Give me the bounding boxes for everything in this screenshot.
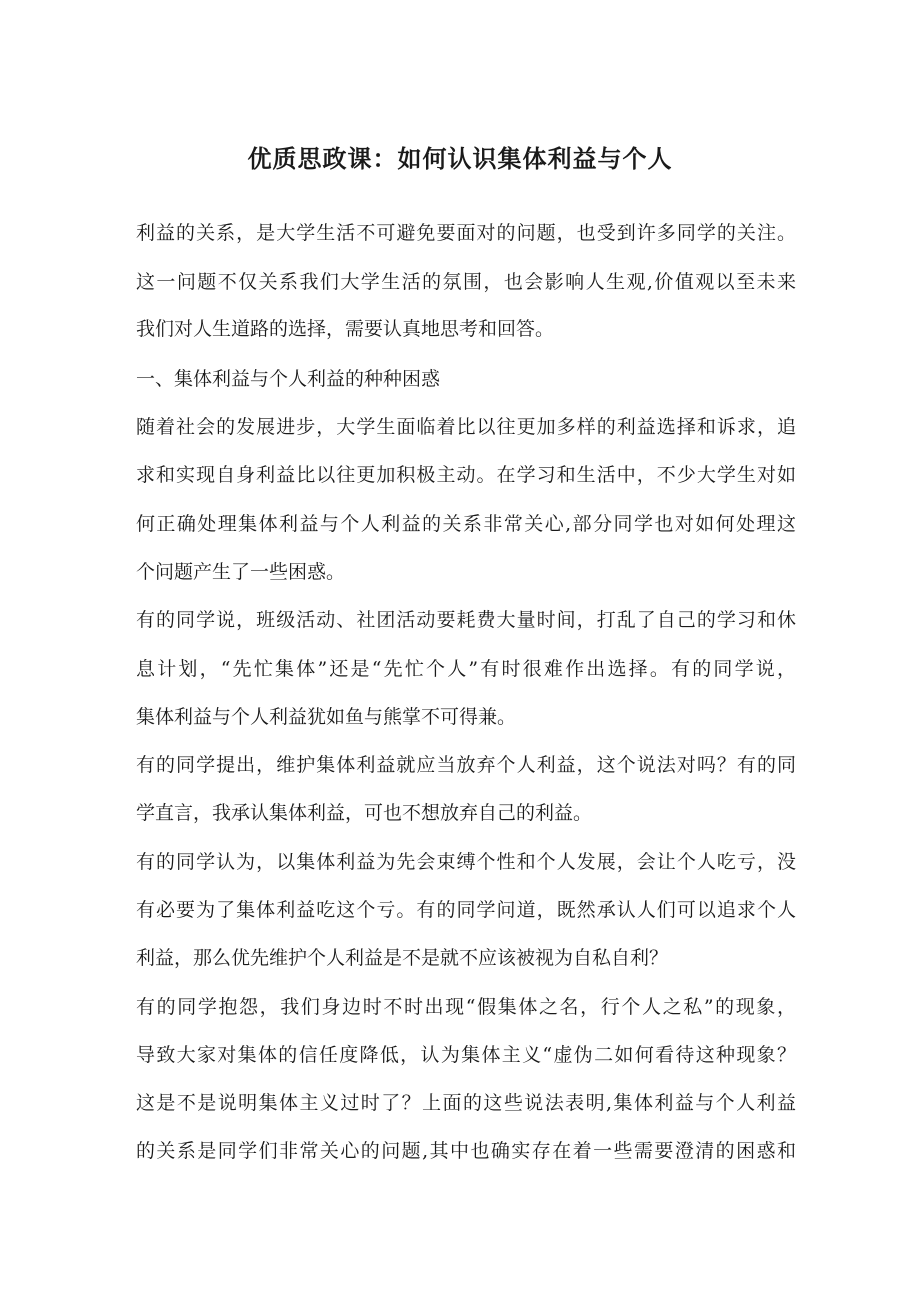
text-line-6: 求和实现自身利益比以往更加积极主动。在学习和生活中，不少大学生对如 xyxy=(136,464,796,486)
text-line-18: 导致大家对集体的信任度降低，认为集体主义“虚伪二如何看待这种现象？ xyxy=(136,1044,796,1066)
text-line-9: 有的同学说，班级活动、社团活动要耗费大量时间，打乱了自己的学习和休 xyxy=(136,609,796,631)
text-line-19: 这是不是说明集体主义过时了？上面的这些说法表明,集体利益与个人利益 xyxy=(136,1092,796,1114)
text-line-14: 有的同学认为，以集体利益为先会束缚个性和个人发展，会让个人吃亏，没 xyxy=(136,851,796,873)
document-title: 优质思政课：如何认识集体利益与个人 xyxy=(247,144,673,173)
section-heading: 一、集体利益与个人利益的种种困惑 xyxy=(136,368,441,390)
text-line-13: 学直言，我承认集体利益，可也不想放弃自己的利益。 xyxy=(136,802,593,824)
text-line-11: 集体利益与个人利益犹如鱼与熊掌不可得兼。 xyxy=(136,706,517,728)
text-line-20: 的关系是同学们非常关心的问题,其中也确实存在着一些需要澄清的困惑和 xyxy=(136,1140,796,1162)
text-line-16: 利益，那么优先维护个人利益是不是就不应该被视为自私自利？ xyxy=(136,947,669,969)
text-line-2: 这一问题不仅关系我们大学生活的氛围，也会影响人生观,价值观以至未来 xyxy=(136,271,796,293)
text-line-8: 个问题产生了一些困惑。 xyxy=(136,561,346,583)
text-line-1: 利益的关系，是大学生活不可避免要面对的问题，也受到许多同学的关注。 xyxy=(136,222,796,244)
text-line-10: 息计划，“先忙集体”还是“先忙个人”有时很难作出选择。有的同学说， xyxy=(136,658,796,680)
text-line-17: 有的同学抱怨，我们身边时不时出现“假集体之名，行个人之私”的现象， xyxy=(136,996,796,1018)
text-line-12: 有的同学提出，维护集体利益就应当放弃个人利益，这个说法对吗？有的同 xyxy=(136,754,796,776)
text-line-15: 有必要为了集体利益吃这个亏。有的同学问道，既然承认人们可以追求个人 xyxy=(136,899,796,921)
text-line-7: 何正确处理集体利益与个人利益的关系非常关心,部分同学也对如何处理这 xyxy=(136,513,796,535)
text-line-3: 我们对人生道路的选择，需要认真地思考和回答。 xyxy=(136,318,555,340)
text-line-5: 随着社会的发展进步，大学生面临着比以往更加多样的利益选择和诉求，追 xyxy=(136,416,796,438)
